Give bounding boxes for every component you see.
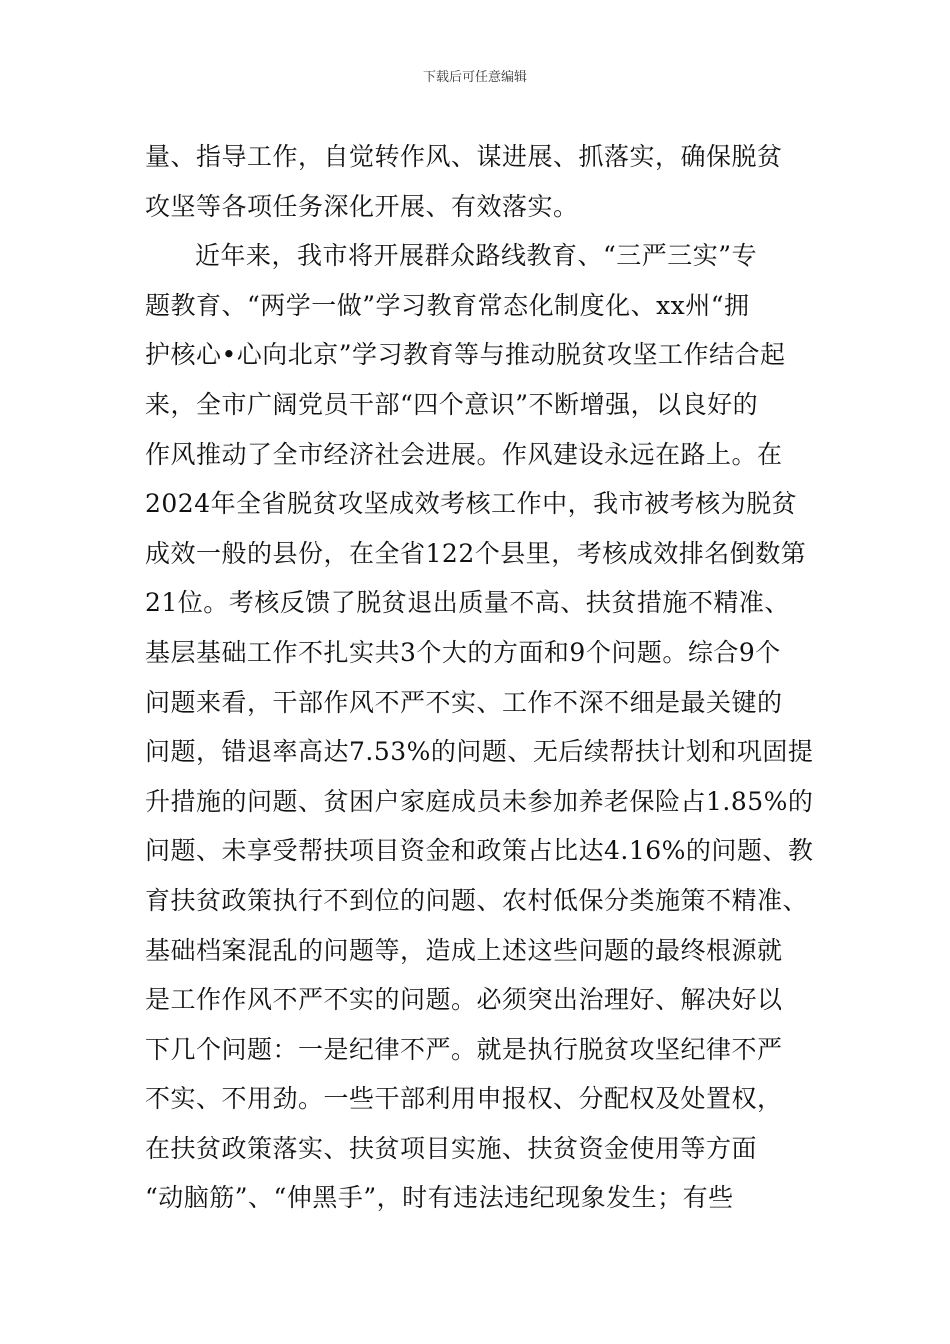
text-line: 成效一般的县份，在全省122个县里，考核成效排名倒数第 (145, 538, 807, 568)
text-line: 是工作作风不严不实的问题。必须突出治理好、解决好以 (145, 985, 783, 1015)
text-line: 在扶贫政策落实、扶贫项目实施、扶贫资金使用等方面 (145, 1133, 758, 1163)
text-line: 问题、未享受帮扶项目资金和政策占比达4.16%的问题、教 (145, 836, 814, 866)
paragraph-first-line: 近年来，我市将开展群众路线教育、“三严三实”专 (195, 241, 758, 271)
text-line: 21位。考核反馈了脱贫退出质量不高、扶贫措施不精准、 (145, 588, 790, 618)
text-line: 基层基础工作不扎实共3个大的方面和9个问题。综合9个 (145, 637, 781, 667)
text-line: 基础档案混乱的问题等，造成上述这些问题的最终根源就 (145, 935, 783, 965)
text-line: 量、指导工作，自觉转作风、谋进展、抓落实，确保脱贫 (145, 142, 783, 171)
text-line: 护核心•心向北京”学习教育等与推动脱贫攻坚工作结合起 (145, 340, 786, 370)
text-line: 问题，错退率高达7.53%的问题、无后续帮扶计划和巩固提 (145, 737, 814, 767)
text-line: 来，全市广阔党员干部“四个意识”不断增强，以良好的 (145, 389, 759, 419)
text-line: 2024年全省脱贫攻坚成效考核工作中，我市被考核为脱贫 (145, 489, 798, 519)
text-line: 问题来看，干部作风不严不实、工作不深不细是最关键的 (145, 687, 783, 717)
text-line: 育扶贫政策执行不到位的问题、农村低保分类施策不精准、 (145, 885, 809, 915)
text-line: 题教育、“两学一做”学习教育常态化制度化、xx州“拥 (145, 290, 750, 320)
page-header: 下载后可任意编辑 (422, 70, 527, 85)
text-line: 攻坚等各项任务深化开展、有效落实。 (145, 191, 579, 221)
text-line: 作风推动了全市经济社会进展。作风建设永远在路上。在 (145, 439, 783, 469)
text-line: “动脑筋”、“伸黑手”，时有违法违纪现象发生；有些 (145, 1183, 734, 1213)
document-body (145, 132, 815, 1223)
text-line: 升措施的问题、贫困户家庭成员未参加养老保险占1.85%的 (145, 786, 814, 816)
text-line: 不实、不用劲。一些干部利用申报权、分配权及处置权， (145, 1084, 783, 1114)
text-line: 下几个问题：一是纪律不严。就是执行脱贫攻坚纪律不严 (145, 1034, 783, 1064)
